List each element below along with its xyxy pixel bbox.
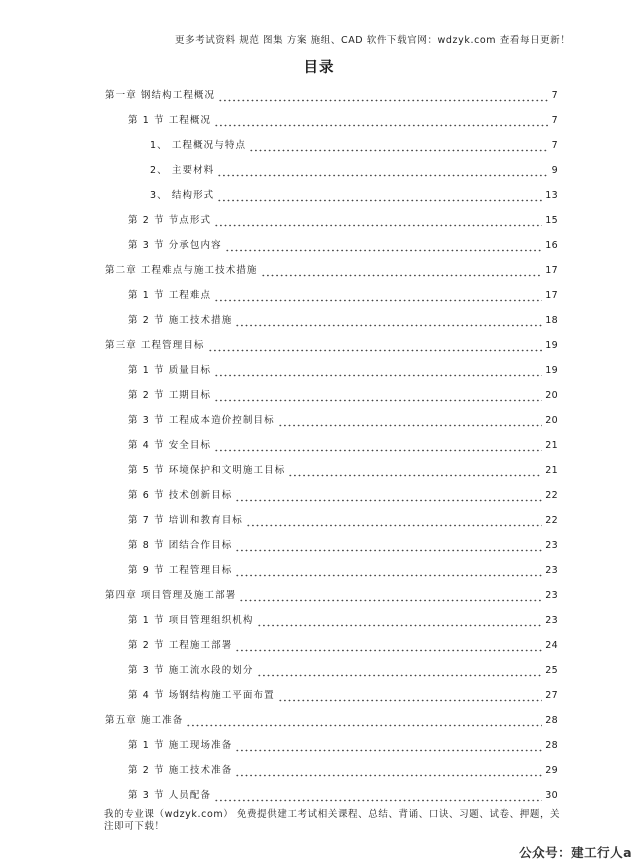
toc-entry[interactable] [128,109,558,127]
toc-leader-dots [214,790,542,802]
toc-entry[interactable] [128,459,558,477]
toc-leader-dots [257,665,543,677]
toc-entry[interactable] [105,709,558,727]
toc-entry-label: 第 2 节 工程施工部署 [128,640,233,651]
toc-entry-page: 21 [545,465,558,476]
toc-entry[interactable] [128,684,558,702]
toc-leader-dots [235,565,542,577]
toc-entry[interactable] [128,209,558,227]
toc-entry-label: 第 3 节 人员配备 [128,790,212,801]
toc-leader-dots [225,240,543,252]
toc-entry-page: 24 [545,640,558,651]
toc-entry-label: 第 1 节 质量目标 [128,365,212,376]
toc-entry-label: 1、 工程概况与特点 [150,140,247,151]
toc-entry-page: 28 [545,715,558,726]
toc-leader-dots [235,315,542,327]
toc-entry-page: 28 [545,740,558,751]
toc-entry-page: 7 [551,140,558,151]
toc-leader-dots [239,590,542,602]
toc-entry-page: 23 [545,615,558,626]
toc-entry-label: 第 1 节 项目管理组织机构 [128,615,254,626]
toc-entry[interactable] [128,559,558,577]
toc-entry-page: 13 [545,190,558,201]
toc-entry-page: 19 [545,365,558,376]
toc-entry[interactable] [128,434,558,452]
toc-leader-dots [208,340,543,352]
toc-entry[interactable] [128,234,558,252]
toc-entry[interactable] [150,159,558,177]
toc-entry-page: 23 [545,540,558,551]
toc-leader-dots [235,740,542,752]
toc-leader-dots [257,615,543,627]
toc-entry[interactable] [105,584,558,602]
toc-entry-label: 第 6 节 技术创新目标 [128,490,233,501]
toc-leader-dots [218,90,549,102]
toc-entry-page: 17 [545,265,558,276]
toc-entry-label: 第五章 施工准备 [105,715,184,726]
toc-entry[interactable] [128,734,558,752]
toc-entry-label: 第 2 节 施工技术措施 [128,315,233,326]
toc-entry-label: 第四章 项目管理及施工部署 [105,590,237,601]
toc-entry-page: 18 [545,315,558,326]
toc-entry[interactable] [128,284,558,302]
toc-leader-dots [214,215,542,227]
toc-leader-dots [217,190,542,202]
toc-leader-dots [214,115,549,127]
site-notice-header: 更多考试资料 规范 图集 方案 施组、CAD 软件下载官网：wdzyk.com 查看每日更新！ [175,35,571,46]
toc-entry-page: 21 [545,440,558,451]
toc-leader-dots [217,165,548,177]
toc-entry-label: 第 3 节 分承包内容 [128,240,222,251]
toc-entry-label: 第二章 工程难点与施工技术措施 [105,265,258,276]
toc-entry-label: 第 8 节 团结合作目标 [128,540,233,551]
toc-entry-label: 第 9 节 工程管理目标 [128,565,233,576]
toc-entry[interactable] [128,309,558,327]
toc-entry-label: 2、 主要材料 [150,165,215,176]
toc-entry-label: 第 3 节 工程成本造价控制目标 [128,415,275,426]
toc-entry-page: 15 [545,215,558,226]
toc-entry-page: 16 [545,240,558,251]
toc-entry[interactable] [128,409,558,427]
toc-entry-page: 22 [545,490,558,501]
toc-entry-label: 第 1 节 工程难点 [128,290,212,301]
toc-entry[interactable] [128,784,558,802]
toc-entry[interactable] [105,334,558,352]
toc-leader-dots [261,265,543,277]
toc-entry-page: 30 [545,790,558,801]
toc-entry[interactable] [128,484,558,502]
toc-entry-label: 第一章 钢结构工程概况 [105,90,216,101]
toc-leader-dots [214,290,542,302]
toc-entry-label: 第 1 节 工程概况 [128,115,212,126]
toc-entry-page: 22 [545,515,558,526]
toc-entry-page: 25 [545,665,558,676]
toc-entry-label: 第 2 节 节点形式 [128,215,212,226]
toc-entry-label: 第 4 节 安全目标 [128,440,212,451]
toc-entry-label: 第三章 工程管理目标 [105,340,205,351]
toc-entry-page: 23 [545,565,558,576]
toc-leader-dots [278,690,543,702]
toc-entry-label: 第 7 节 培训和教育目标 [128,515,243,526]
toc-leader-dots [278,415,543,427]
toc-entry-page: 29 [545,765,558,776]
toc-leader-dots [246,515,542,527]
toc-entry[interactable] [128,534,558,552]
toc-leader-dots [288,465,542,477]
toc-entry[interactable] [128,359,558,377]
toc-entry[interactable] [150,184,558,202]
toc-leader-dots [186,715,542,727]
toc-leader-dots [214,365,542,377]
toc-entry[interactable] [128,634,558,652]
footer-notice: 我的专业课（wdzyk.com） 免费提供建工考试相关课程、总结、背诵、口诀、习题、试卷、押题，关注即可下载！ [104,809,561,832]
toc-entry-page: 20 [545,390,558,401]
toc-entry-page: 19 [545,340,558,351]
toc-leader-dots [235,490,542,502]
toc-entry[interactable] [105,259,558,277]
toc-leader-dots [249,140,549,152]
page-title: 目录 [303,59,335,76]
toc-leader-dots [214,440,542,452]
toc-entry[interactable] [128,659,558,677]
toc-entry[interactable] [128,384,558,402]
toc-entry[interactable] [128,509,558,527]
toc-entry-label: 第 2 节 施工技术准备 [128,765,233,776]
toc-entry-label: 3、 结构形式 [150,190,215,201]
toc-leader-dots [235,540,542,552]
toc-entry-label: 第 1 节 施工现场准备 [128,740,233,751]
toc-entry[interactable] [105,84,558,102]
toc-entry[interactable] [128,759,558,777]
toc-leader-dots [235,765,542,777]
toc-leader-dots [214,390,542,402]
toc-entry-label: 第 3 节 施工流水段的划分 [128,665,254,676]
toc-entry-label: 第 5 节 环境保护和文明施工目标 [128,465,286,476]
toc-entry-label: 第 4 节 场钢结构施工平面布置 [128,690,275,701]
watermark-text: 公众号：建工行人a [519,845,632,860]
toc-entry-page: 23 [545,590,558,601]
toc-entry-page: 9 [551,165,558,176]
toc-entry-page: 7 [551,90,558,101]
toc-entry-page: 20 [545,415,558,426]
toc-leader-dots [235,640,542,652]
toc-entry-page: 27 [545,690,558,701]
toc-entry-label: 第 2 节 工期目标 [128,390,212,401]
toc-entry-page: 7 [551,115,558,126]
toc-entry-page: 17 [545,290,558,301]
toc-entry[interactable] [150,134,558,152]
toc-entry[interactable] [128,609,558,627]
